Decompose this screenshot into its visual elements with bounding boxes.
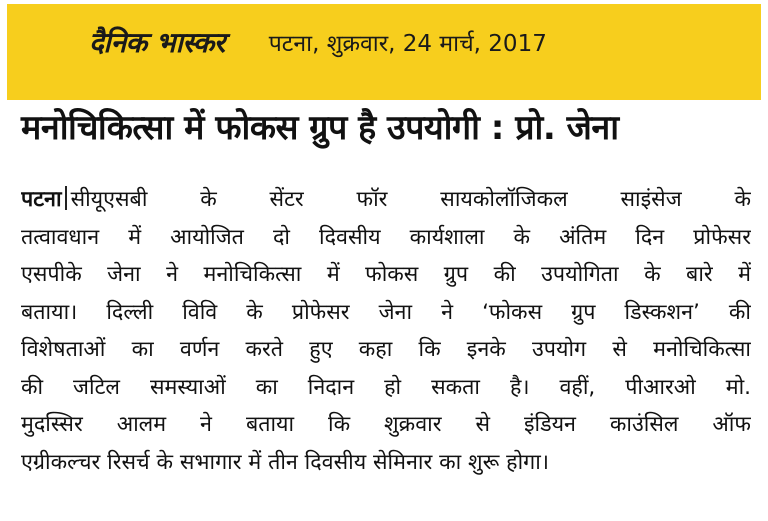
article-line-1-text: सीयूएसबी के सेंटर फॉर सायकोलॉजिकल साइंसेज के [70, 187, 751, 212]
edition-dateline: पटना, शुक्रवार, 24 मार्च, 2017 [268, 31, 547, 57]
article-line-6: की जटिल समस्याओं का निदान हो सकता है। वहीं, पीआरओ मो. [21, 374, 751, 400]
article-line-3: एसपीके जेना ने मनोचिकित्सा में फोकस ग्रुप की उपयोगिता के बारे में [21, 262, 751, 287]
masthead-banner [7, 4, 761, 100]
article-line-2: तत्वावधान में आयोजित दो दिवसीय कार्यशाला के अंतिम दिन प्रोफेसर [21, 224, 751, 250]
article-headline: मनोचिकित्सा में फोकस ग्रुप है उपयोगी : प्रो. जेना [21, 108, 619, 148]
dateline-separator [65, 186, 67, 210]
article-line-8: एग्रीकल्चर रिसर्च के सभागार में तीन दिवसीय सेमिनार का शुरू होगा। [21, 449, 549, 475]
article-line-5: विशेषताओं का वर्णन करते हुए कहा कि इनके उपयोग से मनोचिकित्सा [21, 337, 751, 362]
article-line-4: बताया। दिल्ली विवि के प्रोफेसर जेना ने ‘फोकस ग्रुप डिस्कशन’ की [21, 299, 751, 325]
masthead-content [89, 22, 679, 62]
article-body [21, 181, 751, 481]
newspaper-logo: दैनिक भास्कर [89, 26, 225, 59]
article-place: पटना [21, 187, 62, 212]
article-line-7: मुदस्सिर आलम ने बताया कि शुक्रवार से इंडियन काउंसिल ऑफ [21, 412, 751, 437]
article-line-1 [21, 181, 751, 219]
